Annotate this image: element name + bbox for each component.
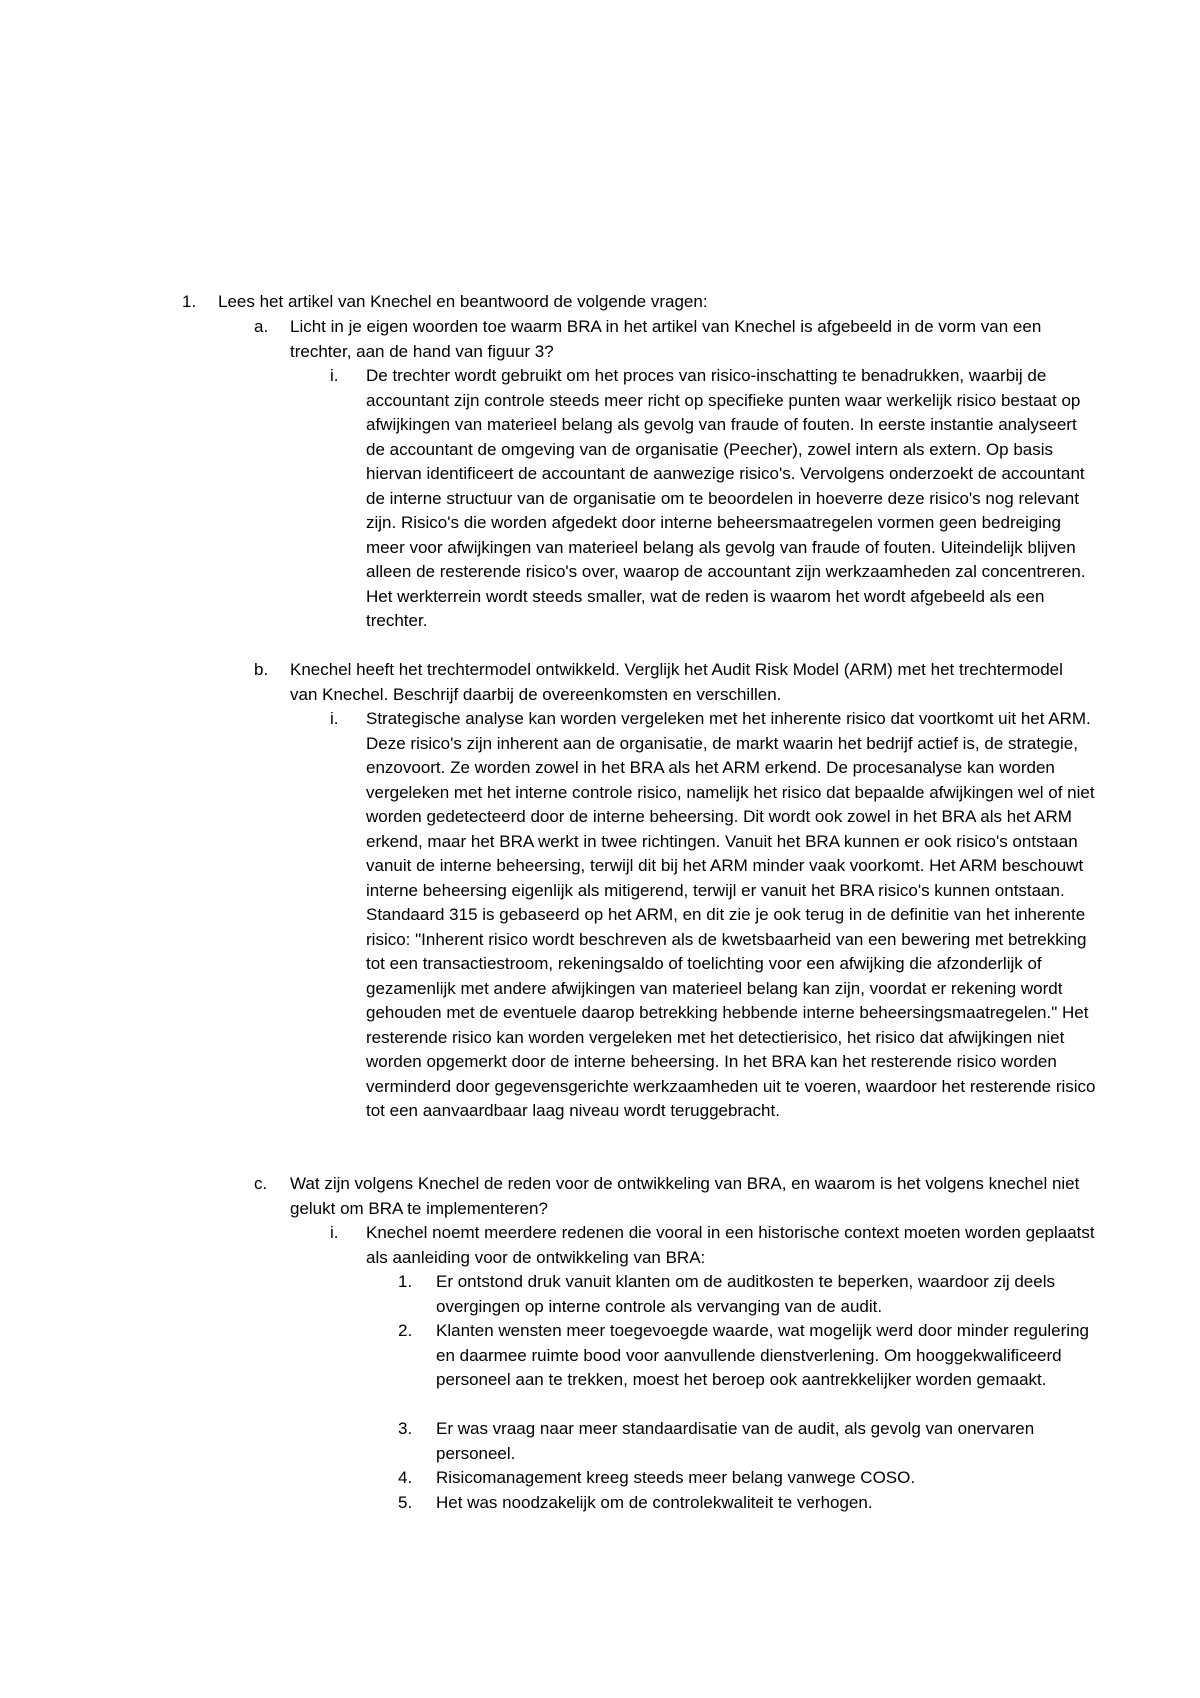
- answer-a-text: De trechter wordt gebruikt om het proces van risico-inschatting te benadrukken, waarbij de accountant zijn controle steeds meer richt op specifieke punten waar werkelijk risico bestaat op afwijkingen van materieel belang als gevolg van fraude of fouten. In eerste instantie analyseert de accountant de omgeving van de organisatie (Peecher), zowel intern als extern. Op basis hiervan identificeert de accountant de aanwezige risico's. Vervolgens onderzoekt de accountant de interne structuur van de organisatie om te beoordelen in hoeverre deze risico's nog relevant zijn. Risico's die worden afgedekt door interne beheersmaatregelen vormen geen bedreiging meer voor afwijkingen van materieel belang als gevolg van fraude of fouten. Uiteindelijk blijven alleen de resterende risico's over, waarop de accountant zijn werkzaamheden zal concentreren. Het werkterrein wordt steeds smaller, wat de reden is waarom het wordt afgebeeld als een trechter.: [366, 366, 1086, 630]
- list-marker: 2.: [398, 1321, 413, 1340]
- list-item-question-a: [254, 315, 1094, 364]
- list-item-reason-1: [398, 1270, 1098, 1319]
- question-1-text: Lees het artikel van Knechel en beantwoord de volgende vragen:: [218, 292, 708, 311]
- list-marker: b.: [254, 660, 269, 679]
- answer-c-text: Knechel noemt meerdere redenen die vooral in een historische context moeten worden geplaatst als aanleiding voor de ontwikkeling van BRA:: [366, 1223, 1095, 1267]
- reason-text: Het was noodzakelijk om de controlekwaliteit te verhogen.: [436, 1493, 873, 1512]
- answer-b-text: Strategische analyse kan worden vergeleken met het inherente risico dat voortkomt uit het ARM. Deze risico's zijn inherent aan de organisatie, de markt waarin het bedrijf actief is, de strategie, enzovoort. Ze worden zowel in het BRA als het ARM erkend. De procesanalyse kan worden vergeleken met het interne controle risico, namelijk het risico dat bepaalde afwijkingen wel of niet worden gedetecteerd door de interne beheersing. Dit wordt ook zowel in het BRA als het ARM erkend, maar het BRA werkt in twee richtingen. Vanuit het BRA kunnen er ook risico's ontstaan vanuit de interne beheersing, terwijl dit bij het ARM minder vaak voorkomt. Het ARM beschouwt interne beheersing eigenlijk als mitigerend, terwijl er vanuit het BRA risico's kunnen ontstaan. Standaard 315 is gebaseerd op het ARM, en dit zie je ook terug in de definitie van het inherente risico: "Inherent risico wordt beschreven als de kwetsbaarheid van een bewering met betrekking tot een transactiestroom, rekeningsaldo of toelichting voor een afwijking die afzonderlijk of gezamenlijk met andere afwijkingen van materieel belang kan zijn, voordat er rekening wordt gehouden met de eventuele daarop betrekking hebbende interne beheersingsmaatregelen." Het resterende risico kan worden vergeleken met het detectierisico, het risico dat afwijkingen niet worden opgemerkt door de interne beheersing. In het BRA kan het resterende risico worden verminderd door gegevensgerichte werkzaamheden uit te voeren, waardoor het resterende risico tot een aanvaardbaar laag niveau wordt teruggebracht.: [366, 709, 1096, 1120]
- list-marker: 1.: [182, 292, 197, 311]
- list-item-answer-c: [330, 1221, 1096, 1270]
- list-marker: c.: [254, 1174, 268, 1193]
- question-b-text: Knechel heeft het trechtermodel ontwikkeld. Verglijk het Audit Risk Model (ARM) met het trechtermodel van Knechel. Beschrijf daarbij de overeenkomsten en verschillen.: [290, 660, 1063, 704]
- list-item-reason-4: [398, 1466, 1098, 1491]
- list-marker: 5.: [398, 1493, 413, 1512]
- reason-text: Risicomanagement kreeg steeds meer belang vanwege COSO.: [436, 1468, 916, 1487]
- reason-text: Klanten wensten meer toegevoegde waarde, wat mogelijk werd door minder regulering en daarmee ruimte bood voor aanvullende dienstverlening. Om hooggekwalificeerd personeel aan te trekken, moest het beroep ook aantrekkelijker worden gemaakt.: [436, 1321, 1089, 1389]
- list-marker: a.: [254, 317, 269, 336]
- question-a-text: Licht in je eigen woorden toe waarm BRA in het artikel van Knechel is afgebeeld in de vorm van een trechter, aan de hand van figuur 3?: [290, 317, 1042, 361]
- question-c-text: Wat zijn volgens Knechel de reden voor de ontwikkeling van BRA, en waarom is het volgens knechel niet gelukt om BRA te implementeren?: [290, 1174, 1080, 1218]
- list-marker: i.: [330, 709, 339, 728]
- list-marker: 4.: [398, 1468, 413, 1487]
- list-item-question-c: [254, 1172, 1094, 1221]
- list-item-question-1: [182, 290, 1092, 315]
- reason-text: Er ontstond druk vanuit klanten om de auditkosten te beperken, waardoor zij deels overgingen op interne controle als vervanging van de audit.: [436, 1272, 1055, 1316]
- reason-text: Er was vraag naar meer standaardisatie van de audit, als gevolg van onervaren personeel.: [436, 1419, 1035, 1463]
- list-item-reason-3: [398, 1417, 1098, 1466]
- list-marker: 3.: [398, 1419, 413, 1438]
- list-marker: i.: [330, 366, 339, 385]
- list-marker: i.: [330, 1223, 339, 1242]
- list-item-question-b: [254, 658, 1094, 707]
- list-marker: 1.: [398, 1272, 413, 1291]
- list-item-reason-5: [398, 1491, 1098, 1516]
- list-item-answer-b: [330, 707, 1096, 1124]
- list-item-reason-2: [398, 1319, 1098, 1393]
- list-item-answer-a: [330, 364, 1096, 634]
